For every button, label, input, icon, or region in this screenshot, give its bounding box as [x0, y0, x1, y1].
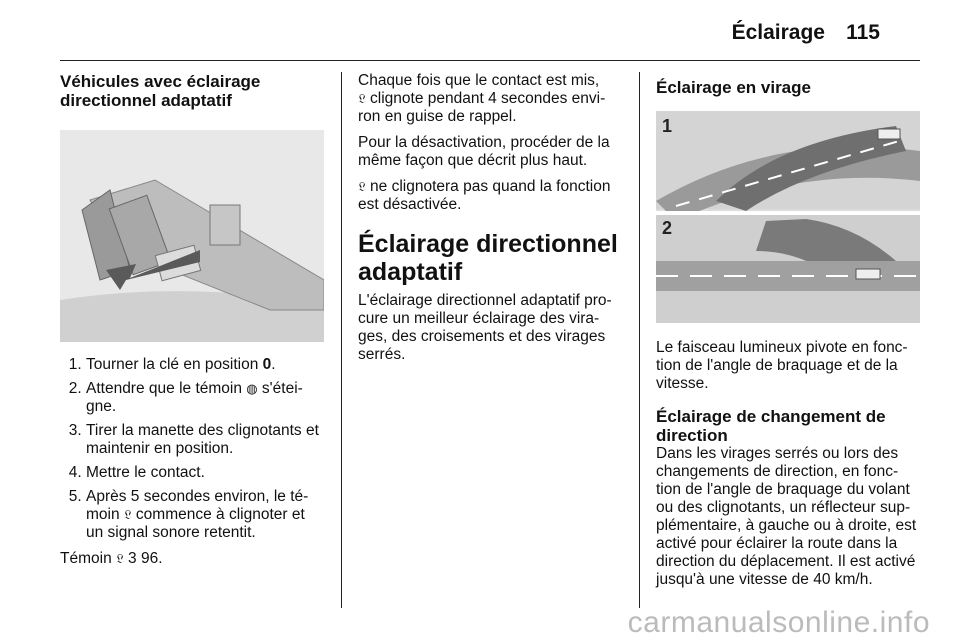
column-middle [358, 72, 622, 372]
section-heading: Éclairage directionnel adaptatif [358, 230, 618, 286]
paragraph-beam-pivot: Le faisceau lumineux pivote en fonc-tion de l'angle de braquage et de la vitesse. [656, 339, 908, 392]
paragraph-turning-light: Dans les virages serrés ou lors des changements de direction, en fonc-tion de l'angle de braquage du volant ou des clignotants, un réflecteur sup-plémentaire, à gauche ou à droite, est activé pour éclairer la route dans la direction du déplacement. Il est activé jusqu'à une vitesse de 40 km/h. [656, 445, 917, 588]
reference-arrow-icon: 3 [128, 550, 137, 567]
step-4: 4. Mettre le contact. [86, 464, 324, 482]
warning-light-icon: 𝔏 [358, 91, 366, 106]
step-5: 5. Après 5 secondes environ, le té-moin 𝔏 commence à clignoter et un signal sonore retentit. [86, 488, 324, 542]
paragraph-deactivation: Pour la désactivation, procéder de la même façon que décrit plus haut. [358, 134, 610, 169]
subsection-heading-turning: Éclairage de changement de direction [656, 407, 886, 445]
warning-light-icon: 𝔏 [123, 507, 132, 522]
column-divider-right [639, 72, 640, 608]
section-title: Éclairage [731, 21, 825, 44]
warning-light-icon: 𝔏 [116, 551, 124, 566]
adaptive-light-icon: ◍ [246, 381, 258, 396]
cornering-light-illustration [656, 111, 920, 323]
step-1: 1. Tourner la clé en position 0. [86, 356, 324, 374]
figure-label-1: 1 [662, 116, 673, 136]
column-right [656, 72, 920, 597]
step-2: 2. Attendre que le témoin ◍ s'étei-gne. [86, 380, 324, 416]
step-3: 3. Tirer la manette des clignotants et maintenir en position. [86, 422, 324, 458]
column-left [60, 72, 324, 576]
warning-light-icon: 𝔏 [358, 179, 366, 194]
instruction-steps [60, 356, 324, 542]
turn-signal-stalk-image [60, 130, 324, 342]
column-divider-left [341, 72, 342, 608]
page-header [60, 0, 920, 61]
figure-label-2: 2 [662, 218, 673, 238]
watermark: carmanualsonline.info [627, 606, 930, 639]
paragraph-intro: L'éclairage directionnel adaptatif pro-cure un meilleur éclairage des vira-ges, des croisements et des virages serrés. [358, 292, 612, 363]
paragraph-not-flashing: 𝔏 ne clignotera pas quand la fonction est désactivée. [358, 178, 611, 213]
subsection-heading: Véhicules avec éclairage directionnel adaptatif [60, 72, 261, 110]
subsection-heading-cornering: Éclairage en virage [656, 78, 811, 97]
stalk-illustration [60, 130, 324, 342]
page-number: 115 [846, 21, 880, 44]
cross-reference: Témoin 𝔏 3 96. [60, 550, 163, 567]
cornering-diagram-image [656, 111, 920, 323]
paragraph-reminder: Chaque fois que le contact est mis, 𝔏 clignote pendant 4 secondes envi-ron en guise de rappel. [358, 72, 606, 125]
